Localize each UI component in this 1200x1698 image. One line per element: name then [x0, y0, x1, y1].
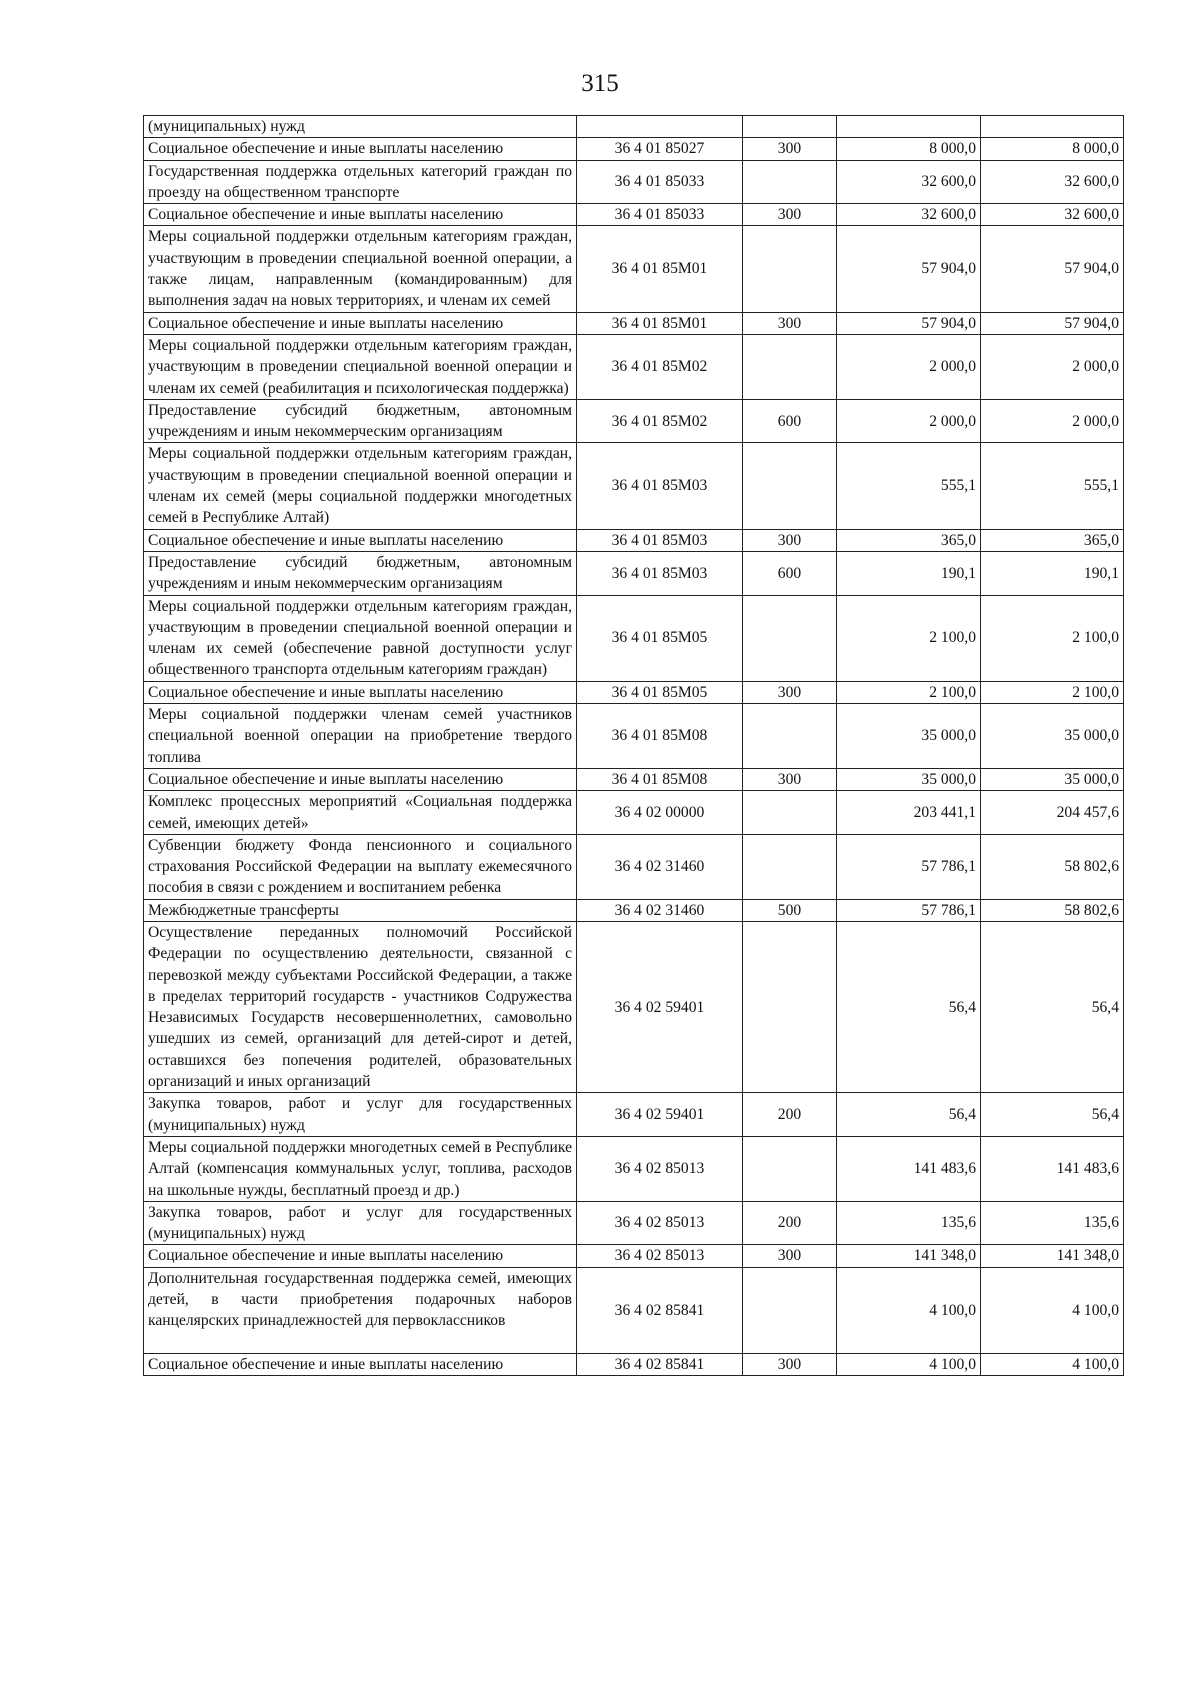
row-value-year1: 57 904,0	[837, 312, 981, 334]
row-value-year2: 57 904,0	[981, 226, 1124, 312]
row-code: 36 4 02 85013	[577, 1201, 743, 1245]
row-value-year2: 2 100,0	[981, 595, 1124, 681]
row-code: 36 4 01 85М03	[577, 551, 743, 595]
row-value-year2: 56,4	[981, 921, 1124, 1092]
row-code: 36 4 01 85М05	[577, 595, 743, 681]
row-code: 36 4 01 85033	[577, 160, 743, 204]
row-expense-type	[743, 1136, 837, 1201]
row-value-year2: 32 600,0	[981, 204, 1124, 226]
table-row	[144, 160, 1124, 204]
row-name: Закупка товаров, работ и услуг для государственных (муниципальных) нужд	[144, 1093, 577, 1137]
row-value-year1: 57 786,1	[837, 899, 981, 921]
table-row	[144, 834, 1124, 899]
row-expense-type	[743, 791, 837, 835]
row-expense-type	[743, 704, 837, 769]
row-code: 36 4 01 85М05	[577, 681, 743, 703]
row-value-year1: 8 000,0	[837, 138, 981, 160]
row-expense-type: 500	[743, 899, 837, 921]
row-code: 36 4 02 31460	[577, 899, 743, 921]
table-row	[144, 399, 1124, 443]
row-code	[577, 116, 743, 138]
row-value-year2: 135,6	[981, 1201, 1124, 1245]
row-expense-type	[743, 921, 837, 1092]
table-row	[144, 551, 1124, 595]
row-code: 36 4 02 85013	[577, 1245, 743, 1267]
row-value-year2: 56,4	[981, 1093, 1124, 1137]
row-expense-type: 300	[743, 1353, 837, 1375]
table-row	[144, 529, 1124, 551]
row-value-year1: 4 100,0	[837, 1267, 981, 1353]
row-expense-type	[743, 334, 837, 399]
row-expense-type	[743, 834, 837, 899]
row-name: Социальное обеспечение и иные выплаты населению	[144, 1353, 577, 1375]
row-value-year2: 8 000,0	[981, 138, 1124, 160]
row-value-year2: 4 100,0	[981, 1267, 1124, 1353]
row-value-year1: 57 786,1	[837, 834, 981, 899]
row-code: 36 4 01 85033	[577, 204, 743, 226]
row-code: 36 4 02 00000	[577, 791, 743, 835]
row-name: Социальное обеспечение и иные выплаты населению	[144, 1245, 577, 1267]
row-name: Государственная поддержка отдельных категорий граждан по проезду на общественном транспорте	[144, 160, 577, 204]
row-name: Закупка товаров, работ и услуг для государственных (муниципальных) нужд	[144, 1201, 577, 1245]
table-row	[144, 226, 1124, 312]
row-value-year1	[837, 116, 981, 138]
table-row	[144, 1093, 1124, 1137]
row-code: 36 4 01 85М01	[577, 226, 743, 312]
row-name: Меры социальной поддержки членам семей участников специальной военной операции на приобретение твердого топлива	[144, 704, 577, 769]
row-value-year2	[981, 116, 1124, 138]
row-code: 36 4 01 85М01	[577, 312, 743, 334]
row-value-year1: 57 904,0	[837, 226, 981, 312]
row-value-year2: 35 000,0	[981, 704, 1124, 769]
row-code: 36 4 02 59401	[577, 921, 743, 1092]
page-number: 315	[581, 70, 619, 97]
row-code: 36 4 01 85027	[577, 138, 743, 160]
table-row	[144, 921, 1124, 1092]
table-row	[144, 768, 1124, 790]
row-value-year2: 190,1	[981, 551, 1124, 595]
row-name: Меры социальной поддержки отдельным категориям граждан, участвующим в проведении специальной военной операции и членам их семей (меры социальной поддержки многодетных семей в Республике Алтай)	[144, 443, 577, 529]
row-value-year2: 32 600,0	[981, 160, 1124, 204]
row-name: Предоставление субсидий бюджетным, автономным учреждениям и иным некоммерческим организациям	[144, 399, 577, 443]
row-code: 36 4 02 31460	[577, 834, 743, 899]
row-value-year1: 35 000,0	[837, 768, 981, 790]
row-value-year2: 365,0	[981, 529, 1124, 551]
row-name: Межбюджетные трансферты	[144, 899, 577, 921]
row-expense-type: 300	[743, 138, 837, 160]
row-value-year1: 365,0	[837, 529, 981, 551]
table-row	[144, 138, 1124, 160]
row-name: Меры социальной поддержки отдельным категориям граждан, участвующим в проведении специальной военной операции, а также лицам, направленным (командированным) для выполнения задач на новых территориях, и членам их семей	[144, 226, 577, 312]
table-row	[144, 704, 1124, 769]
row-value-year1: 190,1	[837, 551, 981, 595]
row-name: Меры социальной поддержки отдельным категориям граждан, участвующим в проведении специальной военной операции и членам их семей (реабилитация и психологическая поддержка)	[144, 334, 577, 399]
row-name: Социальное обеспечение и иные выплаты населению	[144, 681, 577, 703]
row-value-year2: 555,1	[981, 443, 1124, 529]
row-value-year1: 4 100,0	[837, 1353, 981, 1375]
row-value-year1: 56,4	[837, 1093, 981, 1137]
row-expense-type	[743, 226, 837, 312]
row-value-year2: 58 802,6	[981, 899, 1124, 921]
table-row	[144, 204, 1124, 226]
table-row	[144, 681, 1124, 703]
row-expense-type	[743, 595, 837, 681]
row-name: Меры социальной поддержки отдельным категориям граждан, участвующим в проведении специальной военной операции и членам их семей (обеспечение равной доступности услуг общественного транспорта отдельным категориям граждан)	[144, 595, 577, 681]
row-expense-type: 200	[743, 1093, 837, 1137]
row-code: 36 4 02 59401	[577, 1093, 743, 1137]
row-expense-type: 200	[743, 1201, 837, 1245]
row-value-year1: 32 600,0	[837, 160, 981, 204]
table-row	[144, 443, 1124, 529]
row-code: 36 4 02 85013	[577, 1136, 743, 1201]
row-name: Социальное обеспечение и иные выплаты населению	[144, 312, 577, 334]
row-expense-type	[743, 116, 837, 138]
row-value-year1: 555,1	[837, 443, 981, 529]
table-row	[144, 312, 1124, 334]
row-value-year1: 2 100,0	[837, 595, 981, 681]
row-value-year1: 2 000,0	[837, 334, 981, 399]
row-value-year2: 57 904,0	[981, 312, 1124, 334]
row-expense-type: 300	[743, 529, 837, 551]
row-name: Дополнительная государственная поддержка семей, имеющих детей, в части приобретения подарочных наборов канцелярских принадлежностей для первоклассников	[144, 1267, 577, 1353]
row-expense-type	[743, 160, 837, 204]
row-name: Социальное обеспечение и иные выплаты населению	[144, 529, 577, 551]
budget-table	[143, 115, 1124, 1376]
row-expense-type: 300	[743, 768, 837, 790]
row-value-year1: 2 100,0	[837, 681, 981, 703]
row-value-year1: 141 483,6	[837, 1136, 981, 1201]
row-value-year2: 2 000,0	[981, 334, 1124, 399]
row-name: (муниципальных) нужд	[144, 116, 577, 138]
row-expense-type	[743, 443, 837, 529]
row-expense-type: 300	[743, 1245, 837, 1267]
row-value-year2: 4 100,0	[981, 1353, 1124, 1375]
row-value-year2: 58 802,6	[981, 834, 1124, 899]
row-value-year1: 35 000,0	[837, 704, 981, 769]
table-row	[144, 1136, 1124, 1201]
table-row	[144, 899, 1124, 921]
table-row	[144, 334, 1124, 399]
table-row	[144, 1201, 1124, 1245]
table-row	[144, 1267, 1124, 1353]
row-code: 36 4 01 85М03	[577, 443, 743, 529]
row-value-year1: 203 441,1	[837, 791, 981, 835]
row-value-year2: 2 100,0	[981, 681, 1124, 703]
row-code: 36 4 01 85М02	[577, 399, 743, 443]
table-row	[144, 1353, 1124, 1375]
row-expense-type: 300	[743, 312, 837, 334]
row-expense-type: 600	[743, 399, 837, 443]
row-name: Социальное обеспечение и иные выплаты населению	[144, 138, 577, 160]
row-name: Осуществление переданных полномочий Российской Федерации по осуществлению деятельности, связанной с перевозкой между субъектами Российской Федерации, а также в пределах территорий государств - участников Содружества Независимых Государств несовершеннолетних, самовольно ушедших из семей, организаций для детей-сирот и детей, оставшихся без попечения родителей, образовательных организаций и иных организаций	[144, 921, 577, 1092]
table-row	[144, 1245, 1124, 1267]
row-code: 36 4 01 85М03	[577, 529, 743, 551]
row-code: 36 4 01 85М08	[577, 704, 743, 769]
row-value-year1: 135,6	[837, 1201, 981, 1245]
row-name: Комплекс процессных мероприятий «Социальная поддержка семей, имеющих детей»	[144, 791, 577, 835]
row-value-year2: 2 000,0	[981, 399, 1124, 443]
row-name: Социальное обеспечение и иные выплаты населению	[144, 768, 577, 790]
row-value-year2: 35 000,0	[981, 768, 1124, 790]
row-expense-type	[743, 1267, 837, 1353]
row-name: Социальное обеспечение и иные выплаты населению	[144, 204, 577, 226]
row-name: Субвенции бюджету Фонда пенсионного и социального страхования Российской Федерации на выплату ежемесячного пособия в связи с рождением и воспитанием ребенка	[144, 834, 577, 899]
row-value-year1: 32 600,0	[837, 204, 981, 226]
row-code: 36 4 01 85М02	[577, 334, 743, 399]
row-code: 36 4 01 85М08	[577, 768, 743, 790]
table-body	[144, 116, 1124, 1376]
row-value-year2: 204 457,6	[981, 791, 1124, 835]
row-code: 36 4 02 85841	[577, 1353, 743, 1375]
row-expense-type: 300	[743, 681, 837, 703]
table-row	[144, 595, 1124, 681]
row-value-year1: 141 348,0	[837, 1245, 981, 1267]
row-code: 36 4 02 85841	[577, 1267, 743, 1353]
row-value-year1: 2 000,0	[837, 399, 981, 443]
row-expense-type: 600	[743, 551, 837, 595]
row-name: Меры социальной поддержки многодетных семей в Республике Алтай (компенсация коммунальных услуг, топлива, расходов на школьные нужды, бесплатный проезд и др.)	[144, 1136, 577, 1201]
row-value-year1: 56,4	[837, 921, 981, 1092]
row-expense-type: 300	[743, 204, 837, 226]
table-row	[144, 116, 1124, 138]
row-value-year2: 141 348,0	[981, 1245, 1124, 1267]
row-value-year2: 141 483,6	[981, 1136, 1124, 1201]
row-name: Предоставление субсидий бюджетным, автономным учреждениям и иным некоммерческим организациям	[144, 551, 577, 595]
table-row	[144, 791, 1124, 835]
